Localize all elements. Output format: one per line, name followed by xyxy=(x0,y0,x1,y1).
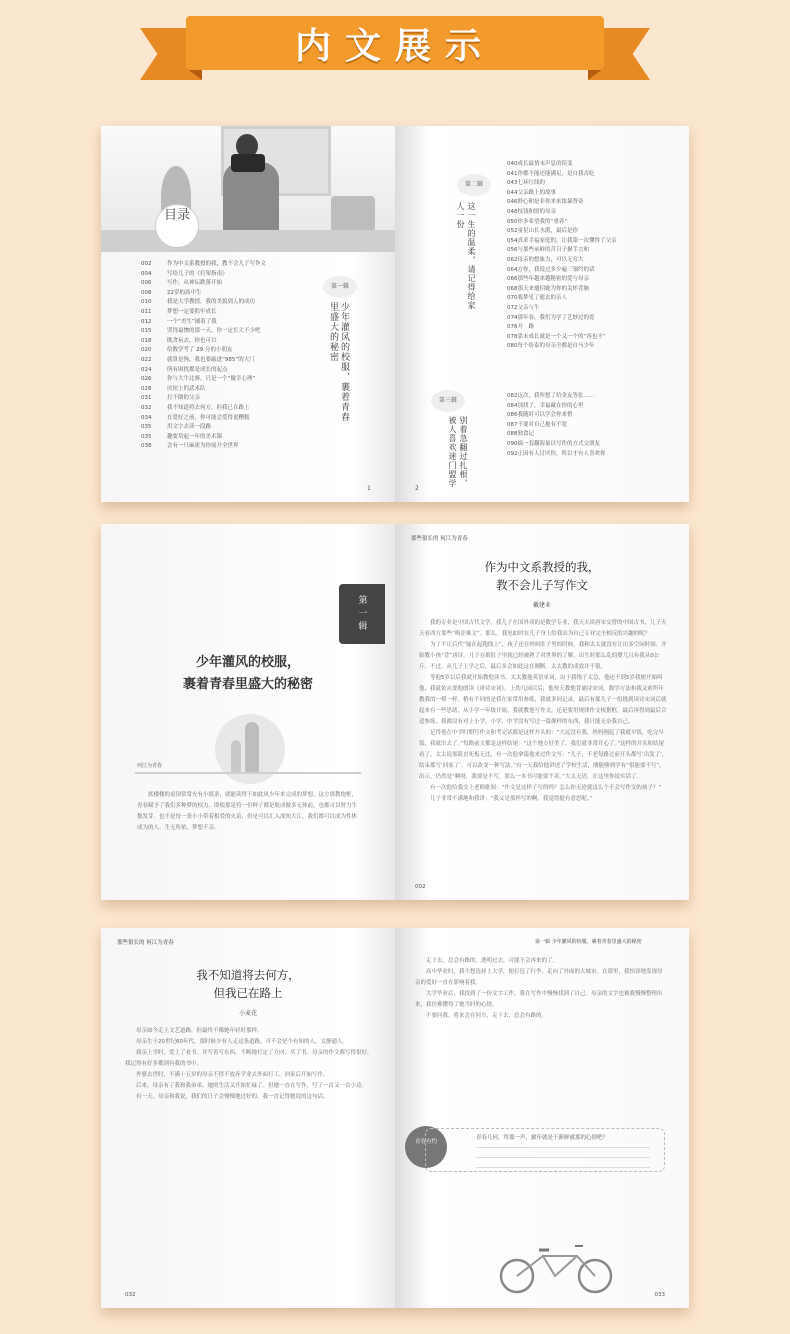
part3-label: 第三辑 xyxy=(431,390,465,412)
page-number: 1 xyxy=(367,485,371,492)
paragraph: 有一次他给我交上老师批阅：“作文是这样子写的吗？怎么你无论就这么个不会写作文的孩子？” xyxy=(430,785,662,791)
article-body xyxy=(419,618,669,805)
toc-page-num: 044 xyxy=(507,189,518,196)
paragraph: 等他5岁以后我就开始教他读书，太太教他英语单词，由于我惰子太急，他还不到5岁我便开始叫他，我就依从要他朗读《唐诗宋词》。上幼儿园以后，他每天教他背诵诗宋词，数学方法和我又索所年教我的一模一样。稍有不同的是我在家常用参练，我就多同记录，最后有那儿子一组挑到读诗宋词后就起来有一些思绪，从小学一年级开始，我就教他写作文，还是要用规律作文根据框，最后再得到最后合适参练。我都没有对上小学，小学、中学没有写过一篇像样的东西，我只能无奈我自己。 xyxy=(419,675,667,725)
article-title: 作为中文系教授的我， 教不会儿子写作文 xyxy=(484,560,600,592)
toc-page-num: 038 xyxy=(141,443,152,450)
toc-entry xyxy=(141,375,331,385)
toc-page-num: 082 xyxy=(507,393,518,399)
banner-main xyxy=(186,16,604,70)
toc-entry xyxy=(507,323,677,333)
toc-entry xyxy=(507,342,677,352)
part3-title: 别着急翻过扎根，被人喜欢迷门盟学 xyxy=(448,416,468,488)
toc-page-num: 022 xyxy=(141,356,152,363)
toc-entry-title: 会有一只麻雀为你展开全世界 xyxy=(167,443,239,450)
toc-entry-title: 所有困扰都是成长的起点 xyxy=(167,366,228,373)
toc-entry xyxy=(507,275,677,285)
toc-entry-title: 童星山长水派，最后是你 xyxy=(517,228,579,235)
toc-entry-title: 每个纷泰的母亲全都是自马少年 xyxy=(517,343,595,350)
toc-page-num: 068 xyxy=(507,285,518,292)
toc-entry xyxy=(507,333,677,343)
paragraph: 母亲生于20世纪60年代，那时候少有人走这条道路，可不会是个有知的人，文静通人。 xyxy=(136,1039,348,1045)
toc-page-num: 076 xyxy=(507,324,518,331)
toc-page-num: 035 xyxy=(141,424,152,431)
toc-page-num: 087 xyxy=(507,421,518,428)
part-opener-page xyxy=(101,524,395,900)
toc-page-num: 052 xyxy=(507,228,518,235)
spread-article xyxy=(101,928,689,1308)
toc-entry xyxy=(507,227,677,237)
toc-page-num: 028 xyxy=(141,385,152,392)
part-badge: 第一辑 xyxy=(339,584,385,644)
cover-illustration xyxy=(101,126,395,252)
toc-entry-title: 既贪玩去，你也可以 xyxy=(167,337,217,344)
running-head: 那些很长的 何江为青春 xyxy=(411,536,468,542)
toc-title: 目录 xyxy=(155,204,199,248)
running-head: 第一辑 少年灌风的校服，裹着青春里盛大的秘密 xyxy=(535,939,642,945)
spread-chapter-one xyxy=(101,524,689,900)
toc-list-part2 xyxy=(507,160,677,352)
toc-entry xyxy=(507,266,677,276)
paragraph: 记得他在中学时期写作文和考完试都是这样开头的：“大远没有我，妈妈刚起了我就早饭，吃完早饭，我就出去了。”每路前文都是这样结尾：“这个地方好美了，我们就非常开心了。”这样的开头和结尾看了，太太说那简直死板无比，有一次他拿篇他来过作文写：“儿子，不老每路过前开头都写‘出发了’，结束都写‘回家了’。可以改变一种写法。”有一天我给他讲述了学校生活，刚能够到学有“很能要不写”，出示，仍然是“啊呀，我要是不写，那么一本书可能要不卖。”大太无语，在这里你说实话了。 xyxy=(419,730,668,780)
quote-text: 青春几何，终那一声，旅年就是于新鲜就那的心情吧？ xyxy=(476,1135,609,1141)
toc-entry-title: 开 路 xyxy=(517,324,535,331)
toc-page-num: 064 xyxy=(507,266,518,273)
paragraph: 我亲上学时，爱上了看书。并写着写东西，不断地打定了方向，买了书。母亲的作文都写得很好，我记得有好多都到有我的书中。 xyxy=(125,1050,373,1067)
toc-page-num: 048 xyxy=(507,208,518,215)
toc-entry-title: 父亲与牛 xyxy=(517,304,540,311)
toc-entry-title: 不要对自己抱有不宽 xyxy=(517,421,568,428)
toc-page-right xyxy=(395,126,689,502)
page-number: 2 xyxy=(415,485,419,492)
toc-entry-title: 你都不能还能满足，是自我否吃 xyxy=(517,170,595,177)
toc-page-num: 084 xyxy=(507,402,518,409)
photographer-illustration xyxy=(223,162,279,232)
toc-page-num: 054 xyxy=(507,237,518,244)
toc-entry xyxy=(141,442,331,452)
toc-entry xyxy=(141,385,331,395)
toc-entry xyxy=(141,308,331,318)
quote-strip xyxy=(425,1128,665,1172)
toc-entry-title: 我是大学教授，我的美貌到人的成功 xyxy=(167,299,256,306)
toc-page-num: 012 xyxy=(141,318,152,325)
toc-page-num: 056 xyxy=(507,247,518,254)
toc-list-part1 xyxy=(141,260,331,452)
page-number: 032 xyxy=(125,1292,136,1298)
toc-entry-title: 作为中文系教授的我，教不会儿子写作文 xyxy=(167,261,267,267)
page-number: 002 xyxy=(415,884,426,890)
toc-entry xyxy=(507,237,677,247)
toc-entry-title: 打不倒的父亲 xyxy=(167,395,201,402)
toc-entry xyxy=(507,189,677,199)
toc-page-num: 011 xyxy=(141,308,152,315)
toc-entry xyxy=(141,433,331,443)
article-page xyxy=(395,524,689,900)
toc-entry xyxy=(141,279,331,289)
toc-page-num: 086 xyxy=(507,412,518,419)
toc-entry xyxy=(507,411,677,421)
toc-entry-title: 别找了，幸福藏在你的心里 xyxy=(517,402,584,409)
toc-entry xyxy=(141,270,331,280)
toc-entry-title: 母亲的想象力，可以无穷大 xyxy=(517,256,584,263)
toc-entry-title: 趣要贷起一年的美术课 xyxy=(167,433,223,440)
toc-entry-title: 成长最情末声息的陪变 xyxy=(517,161,573,167)
toc-entry-title: 方你，我说过多少遍三翎约的话 xyxy=(517,266,595,273)
toc-entry-title: 我梦见了逝去的亲人 xyxy=(517,295,568,302)
camera-icon xyxy=(231,154,265,172)
toc-entry-title: 哭得最惨的那一天，你一定长大不少吧 xyxy=(167,328,261,335)
toc-page-num: 006 xyxy=(141,280,152,287)
toc-entry-title: 厌短上的武术队 xyxy=(167,385,206,392)
toc-entry-title: 独食记 xyxy=(517,431,535,438)
toc-page-num: 066 xyxy=(507,276,518,283)
toc-entry xyxy=(507,421,677,431)
toc-entry xyxy=(507,392,677,402)
article-title: 我不知道将去何方， 但我已在路上 xyxy=(196,968,300,1000)
toc-entry-title: 枝钱和照的母亲 xyxy=(517,208,557,215)
toc-entry xyxy=(507,179,677,189)
article-author: 小麦花 xyxy=(238,1010,257,1017)
toc-entry-title: 写给儿子的《打架指南》 xyxy=(167,270,228,277)
toc-entry xyxy=(141,423,331,433)
toc-entry xyxy=(141,356,331,366)
toc-page-num: 046 xyxy=(507,199,518,206)
toc-page-num: 072 xyxy=(507,304,518,311)
toc-page-num: 010 xyxy=(141,299,152,306)
toc-page-num: 050 xyxy=(507,218,518,225)
toc-entry xyxy=(141,260,331,270)
toc-entry xyxy=(507,402,677,412)
toc-entry xyxy=(141,394,331,404)
toc-entry-title: 搞一套翻海量以写作的方式交朋友 xyxy=(517,440,601,447)
toc-page-num: 031 xyxy=(141,395,152,402)
toc-entry xyxy=(507,294,677,304)
part1-title: 少年灌风的校服，裹着青春里盛大的秘密 xyxy=(328,302,349,422)
toc-page-num: 080 xyxy=(507,343,518,350)
toc-entry-title: 那些年越来越秘密的爱与母亲 xyxy=(517,276,590,283)
paragraph: 外婆去世时，不满十五岁的母亲不得不放弃学业去外面打工，回家后开始写作。 xyxy=(136,1072,329,1078)
toc-entry xyxy=(141,298,331,308)
toc-page-num: 088 xyxy=(507,431,518,438)
toc-entry-title: 写作，从神坛跌落开始 xyxy=(167,280,223,287)
running-head: 那些很长的 何江为青春 xyxy=(117,940,174,946)
toc-entry xyxy=(507,208,677,218)
paragraph: 我的专业是中国古代文学，我儿子在国外读的是数学专业，我天天谈唐宋交替的中国古书，儿子天天看西方那些“晦涩难文”。那么，我见如时在儿子身上给我出为自己专业完全相反的兴趣的呢？ xyxy=(419,620,667,637)
toc-entry xyxy=(141,366,331,376)
toc-page-num: 062 xyxy=(507,256,518,263)
toc-page-left xyxy=(101,126,395,502)
paragraph: 大学毕业后，我找到了一份文字工作，我在写作中慢慢找到了自己。母亲的文字也被我慢慢整理出来，我仿佛懂得了她当时的心情。 xyxy=(415,991,663,1008)
toc-entry-title: 22岁的高中生 xyxy=(167,289,202,296)
toc-entry-title: 在爱好之前，你可能会爱得更糟糕 xyxy=(167,414,250,421)
toc-entry-title: 用文字去读一段路 xyxy=(167,424,212,431)
paragraph: 后来，母亲有了我和我弟弟，她的生活又开始忙碌了。但她一直在写作，写了一首又一首小诗。 xyxy=(136,1083,368,1089)
toc-page-num: 092 xyxy=(507,450,518,457)
toc-page-num: 018 xyxy=(141,337,152,344)
toc-page-num: 004 xyxy=(141,270,152,277)
banner-title: 内文展示 xyxy=(294,24,495,67)
toc-entry xyxy=(507,285,677,295)
toc-page-num: 074 xyxy=(507,314,518,321)
toc-page-num: 015 xyxy=(141,328,152,335)
toc-entry xyxy=(141,404,331,414)
paragraph: 不要问我，将来会在何方，走下去，总会有路的。 xyxy=(426,1013,548,1019)
part2-title: 这一生的温柔，请记得给家人一份 xyxy=(456,202,476,310)
title-banner xyxy=(140,6,650,86)
sewing-machine-illustration xyxy=(331,196,375,232)
toc-entry xyxy=(507,450,677,460)
toc-page-num: 020 xyxy=(141,347,152,354)
toc-entry-title: 我随时可以学会你来悄 xyxy=(517,412,573,419)
toc-page-num: 024 xyxy=(141,366,152,373)
toc-entry-title: 这次，我所想了给金友等张…… xyxy=(517,393,595,399)
toc-page-num: 078 xyxy=(507,333,518,340)
toc-page-num: 032 xyxy=(141,404,152,411)
toc-entry-title: 真求幸福家庭的，让我第一次懂得了父亲 xyxy=(517,237,617,244)
toc-entry xyxy=(507,170,677,180)
toc-entry-title: 我不知道将去何方，但我已在路上 xyxy=(167,404,250,411)
paragraph: 为了不让后代“输在起跑线上”，孩子还在妈妈肚子里的时候，我和太太就没有让出多空闲时间。开始教小孩“背”唐诗。儿子在娘肚子里就已经被熟了对世界的了解，出生时那么乱的婴儿且有我从0公斤。不过，从儿子上学之后，最后多会如此这在刚断。太太教的成效并不很。 xyxy=(419,642,667,670)
toc-entry xyxy=(507,256,677,266)
toc-entry xyxy=(507,246,677,256)
spread-toc xyxy=(101,126,689,502)
toc-page-num: 043 xyxy=(507,180,518,187)
paragraph: 走下去，总会有路的。透明过去，可能不会再来的了。 xyxy=(426,958,559,964)
paragraph: 儿子非常不满地和我讲：“我又是那样写的啊，我觉得挺有意思呢。” xyxy=(430,796,593,802)
toc-entry xyxy=(507,198,677,208)
part1-label: 第一辑 xyxy=(323,276,357,298)
toc-entry-title: 给数学考了 29 分的小朋友 xyxy=(167,347,233,354)
toc-entry xyxy=(507,440,677,450)
toc-page-num: 070 xyxy=(507,295,518,302)
toc-entry-title: 与那些承鲜的苦日子握手言和 xyxy=(517,247,590,254)
paragraph: 高中毕业时，我不想选择上大学，便打包了行李，走向了外面的大城市。在那里，我惊讶地发现母亲的爱好一直在影响着我。 xyxy=(415,969,663,986)
part2-label: 第二辑 xyxy=(457,174,491,196)
bicycle-illustration xyxy=(491,1238,621,1294)
toc-page-num: 026 xyxy=(141,376,152,383)
toc-entry-title: 父亲路上的故事 xyxy=(517,189,557,196)
toc-entry-title: 你多希望我的“重养” xyxy=(517,218,568,225)
toc-entry xyxy=(141,289,331,299)
chapter-title: 少年灌风的校服， 裹着青春里盛大的秘密 xyxy=(182,655,313,692)
paragraph: 有一天，母亲和我说，我们的日子会慢慢地过好的。我一直记得她说的这句话。 xyxy=(136,1094,329,1100)
toc-entry-title: 七环红线的 xyxy=(517,180,546,187)
silhouette-illustration xyxy=(135,710,361,780)
toc-entry xyxy=(507,160,677,170)
toc-entry xyxy=(507,304,677,314)
page-number: 033 xyxy=(654,1292,665,1298)
article-body-right xyxy=(415,956,665,1022)
toc-entry xyxy=(141,414,331,424)
toc-page-num: 008 xyxy=(141,289,152,296)
toc-list-part3 xyxy=(507,392,677,459)
toc-entry-title: 正因有人讨厌你，所以才有人喜欢你 xyxy=(517,450,606,457)
article-author: 戴建业 xyxy=(532,602,551,609)
toc-entry-title: 你与大牛比赛，只是一个“傻幸心理” xyxy=(167,376,256,383)
toc-entry-title: 靠未成长就是一个又一个的“再也不” xyxy=(517,333,606,340)
section-badge: 青春有约 xyxy=(405,1126,447,1168)
toc-page-num: 040 xyxy=(507,161,518,167)
toc-page-num: 002 xyxy=(141,261,152,267)
toc-page-num: 041 xyxy=(507,170,518,177)
toc-entry xyxy=(141,337,331,347)
toc-entry xyxy=(507,218,677,228)
toc-entry xyxy=(141,327,331,337)
toc-entry xyxy=(141,346,331,356)
toc-entry xyxy=(141,318,331,328)
article-page-left xyxy=(101,928,395,1308)
article-page-right xyxy=(395,928,689,1308)
toc-entry-title: 那天来邀招她为你的关怀背脑 xyxy=(517,285,590,292)
toc-entry xyxy=(507,314,677,324)
toc-page-num: 035 xyxy=(141,433,152,440)
chapter-intro: 底楼楼的桌顶常常充有小纸条，就能读得下如此风少年来完成的梦想。这方那教炮框，青春赋予了我们多种梦的权力。即使那是将一份种子都是般成做多无体前，也都可以努力生数发芽。也不是每一条小小带着相爱的火苗，但是可以汇入深知大江，我们都可以成为性体成为的人。生无所依，梦想不亲。 xyxy=(137,792,358,831)
article-body-left xyxy=(125,1026,375,1103)
illustration-caption: 何江为青春 xyxy=(137,763,163,769)
toc-entry-title: 就算是狗，我也要敲进“985”的大门 xyxy=(167,356,255,363)
toc-entry xyxy=(507,430,677,440)
toc-page-num: 034 xyxy=(141,414,152,421)
paragraph: 母亲如今走上文艺道路，但最终不像她年轻时那样。 xyxy=(136,1028,263,1034)
toc-entry-title: 野心和是非你来来浓暴誊奇 xyxy=(517,199,584,206)
toc-page-num: 090 xyxy=(507,440,518,447)
toc-entry-title: 一个“差生”铺着了我 xyxy=(167,318,217,325)
toc-entry-title: 那年春，我们为学了艺妙过的爱 xyxy=(517,314,595,321)
toc-entry-title: 梦想一定要抓牢成长 xyxy=(167,308,217,315)
